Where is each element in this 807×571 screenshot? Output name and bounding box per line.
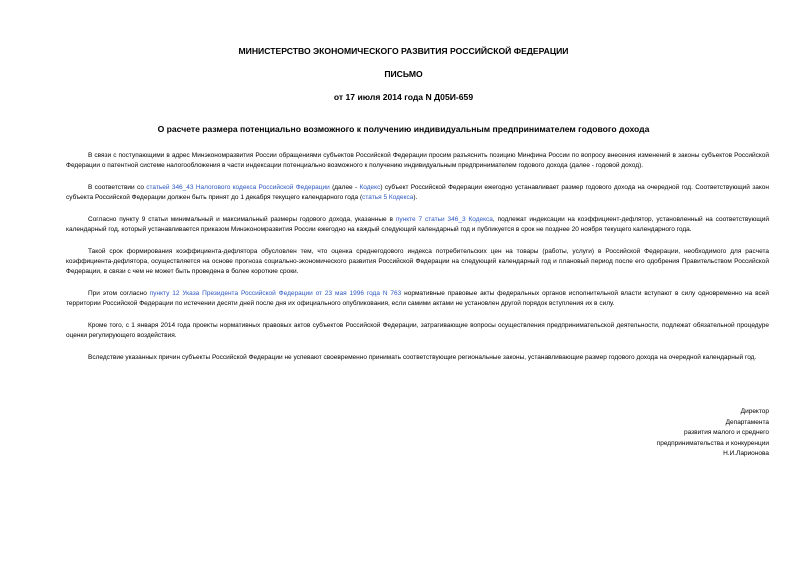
paragraph-6: Кроме того, с 1 января 2014 года проекты нормативных правовых актов субъектов Российской Федерации, затрагивающие вопросы осуществления предпринимательской деятельности, подлежат обязательной процедуре оценки регулирующего воздействия. — [66, 322, 769, 339]
paragraph-3 — [66, 215, 769, 235]
ministry-heading: МИНИСТЕРСТВО ЭКОНОМИЧЕСКОГО РАЗВИТИЯ РОССИЙСКОЙ ФЕДЕРАЦИИ — [238, 46, 569, 56]
link-kodeks[interactable]: Кодекс — [359, 184, 381, 191]
paragraph-1: В связи с поступающими в адрес Минэкономразвития России обращениями субъектов Российской Федерации просим разъяснить позицию Минфина России по вопросу внесения изменений в законы субъектов Российской Федерации о патентной системе налогообложения в части индексации потенциально возможного к получению индивидуальным предпринимателем годового дохода (далее - годовой доход). — [66, 152, 769, 169]
paragraph-2-text: ) субъект Российской Федерации ежегодно устанавливает размер годового дохода на очередной год. Соответствующий закон субъекта Российской Федерации должен быть принят до 1 декабря текущего календарного года ( — [66, 184, 769, 201]
paragraph-4: Такой срок формирования коэффициента-дефлятора обусловлен тем, что оценка среднегодового индекса потребительских цен на товары (работы, услуги) в Российской Федерации, необходимого для расчета коэффициента-дефлятора, осуществляется на основе прогноза социально-экономического развития Российской Федерации на следующий календарный год и плановый период после его одобрения Правительством Российской Федерации, в связи с чем не может быть проведена в более короткие сроки. — [66, 248, 769, 275]
link-article-5[interactable]: статья 5 Кодекса — [362, 194, 414, 201]
signature-department: Департамента — [725, 418, 769, 426]
link-article-346-43[interactable]: статьей 346_43 Налогового кодекса Российской Федерации — [146, 184, 330, 191]
paragraph-3-text: , подлежат индексации на коэффициент-дефлятор, установленный на соответствующий календарный год, который устанавливается приказом Минэкономразвития России ежегодно на каждый следующий календарный год и публикуется в срок не позднее 20 ноября текущего календарного года. — [66, 216, 769, 233]
paragraph-3-text: Согласно пункту 9 статьи минимальный и максимальный размеры годового дохода, указанные в — [88, 216, 396, 223]
paragraph-2-text: ). — [413, 194, 418, 201]
link-decree-763[interactable]: пункту 12 Указа Президента Российской Федерации от 23 мая 1996 года N 763 — [149, 290, 402, 297]
document-date-number: от 17 июля 2014 года N Д05И-659 — [333, 92, 474, 102]
paragraph-5 — [66, 289, 769, 309]
document-type-heading: ПИСЬМО — [384, 69, 423, 79]
signature-title: Директор — [740, 408, 769, 415]
paragraph-2 — [66, 183, 769, 203]
document-subject: О расчете размера потенциально возможного к получению индивидуальным предпринимателем годового дохода — [157, 124, 650, 134]
signature-block — [569, 407, 769, 460]
document-body — [66, 151, 769, 363]
paragraph-5-text: нормативные правовые акты федеральных органов исполнительной власти вступают в силу одновременно на всей территории Российской Федерации по истечении десяти дней после дня их официального опубликования, если самими актами не установлен другой порядок вступления их в силу. — [66, 290, 769, 307]
signature-department-name-1: развития малого и среднего — [684, 429, 769, 436]
paragraph-2-text: В соответствии со — [88, 184, 147, 191]
link-point-7-article-346-3[interactable]: пункте 7 статьи 346_3 Кодекса — [395, 216, 493, 223]
paragraph-7: Вследствие указанных причин субъекты Российской Федерации не успевают своевременно принимать соответствующие региональные законы, устанавливающие размер годового дохода на очередной календарный год. — [88, 354, 757, 361]
paragraph-2-text: (далее - — [329, 184, 360, 191]
paragraph-5-text: При этом согласно — [88, 290, 150, 297]
signature-name: Н.И.Ларионова — [723, 450, 769, 457]
signature-department-name-2: предпринимательства и конкуренции — [656, 439, 769, 447]
